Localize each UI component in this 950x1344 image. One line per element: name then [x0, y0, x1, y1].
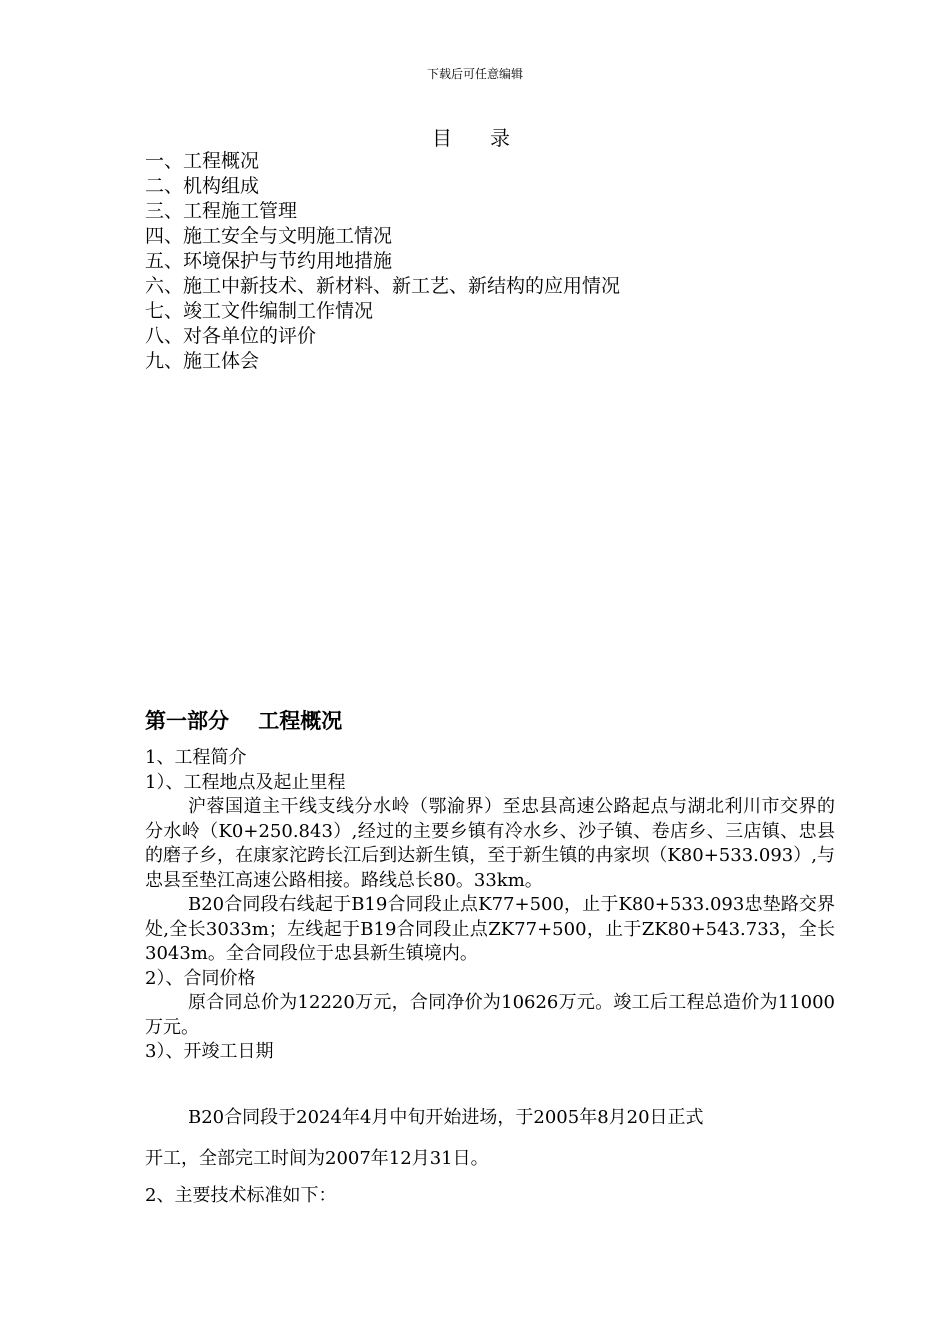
- section-title: 2、主要技术标准如下：: [145, 1185, 337, 1206]
- subsection-title: 1）、工程地点及起止里程: [145, 771, 346, 793]
- toc-title: 目录: [432, 126, 548, 150]
- paragraph: 沪蓉国道主干线支线分水岭（鄂渝界）至忠县高速公路起点与湖北利川市交界的分水岭（K0+250.843）,经过的主要乡镇有冷水乡、沙子镇、卷店乡、三店镇、忠县的磨子乡，在康家沱跨长江后到达新生镇，至于新生镇的冉家坝（K80+533.093）,与忠县至垫江高速公路相接。路线总长80。33km。: [145, 796, 835, 891]
- part-one-body: [145, 746, 835, 1065]
- toc-item: 八、对各单位的评价: [145, 325, 317, 347]
- paragraph: B20合同段右线起于B19合同段止点K77+500，止于K80+533.093忠垫路交界处,全长3033m；左线起于B19合同段止点ZK77+500，止于ZK80+543.733，全长3043m。全合同段位于忠县新生镇境内。: [145, 894, 835, 964]
- paragraph-line: 开工，全部完工时间为2007年12月31日。: [145, 1148, 489, 1169]
- toc-item: 四、施工安全与文明施工情况: [145, 225, 393, 247]
- part-one-heading: 第一部分 工程概况: [145, 709, 343, 733]
- toc-item: 六、施工中新技术、新材料、新工艺、新结构的应用情况: [145, 275, 621, 297]
- toc-item: 一、工程概况: [145, 150, 260, 172]
- subsection-title: 2）、合同价格: [145, 967, 256, 989]
- table-of-contents: [145, 149, 620, 374]
- paragraph-line: B20合同段于2024年4月中旬开始进场，于2005年8月20日正式: [188, 1107, 704, 1128]
- paragraph: 原合同总价为12220万元，合同净价为10626万元。竣工后工程总造价为11000万元。: [145, 992, 835, 1038]
- subsection-title: 3）、开竣工日期: [145, 1041, 274, 1062]
- toc-item: 三、工程施工管理: [145, 200, 298, 222]
- toc-item: 五、环境保护与节约用地措施: [145, 250, 393, 272]
- toc-item: 九、施工体会: [145, 350, 260, 372]
- toc-item: 二、机构组成: [145, 175, 260, 197]
- download-note: 下载后可任意编辑: [426, 67, 523, 81]
- toc-item: 七、竣工文件编制工作情况: [145, 300, 374, 322]
- section-title: 1、工程简介: [145, 747, 247, 768]
